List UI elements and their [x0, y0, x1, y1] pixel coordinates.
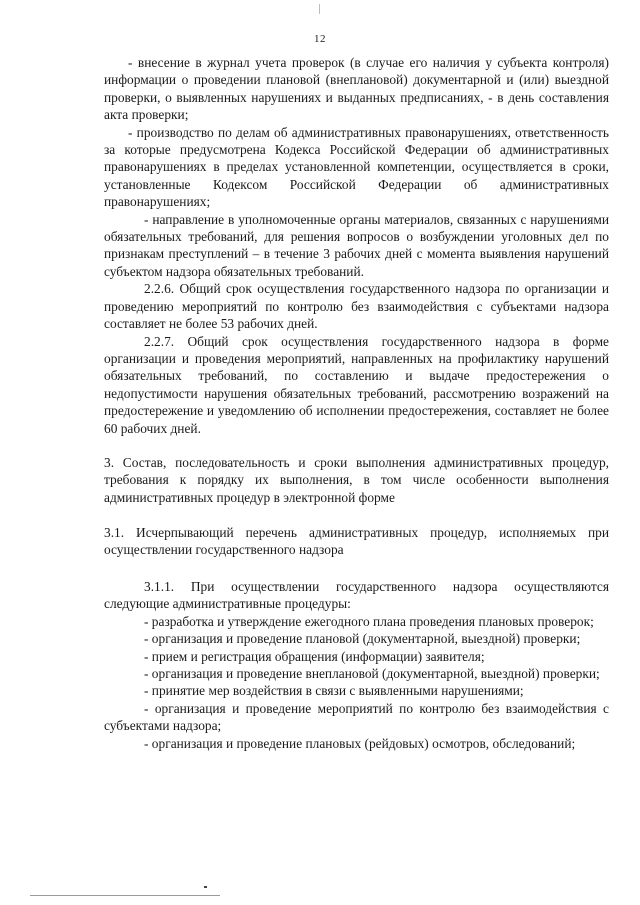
paragraph: 2.2.7. Общий срок осуществления государственного надзора в форме организации и проведения мероприятий, направленных на профилактику нарушений обязательных требований, по составлению и выдаче предостережения о недопустимости нарушения обязательных требований, рассмотрению возражений на предостережение и уведомлению об исполнении предостережения, составляет не более 60 рабочих дней.	[104, 333, 609, 436]
text-block-bottom	[104, 578, 609, 752]
section-heading: 3. Состав, последовательность и сроки выполнения административных процедур, требования к порядку их выполнения, в том числе особенности выполнения административных процедур в электронной форме	[104, 455, 609, 505]
list-item: - принятие мер воздействия в связи с выявленными нарушениями;	[144, 683, 524, 699]
list-item: - организация и проведение мероприятий по контролю без взаимодействия с субъектами надзора;	[104, 700, 609, 734]
paragraph: 2.2.6. Общий срок осуществления государственного надзора по организации и проведению мероприятий по контролю без взаимодействия с субъектами надзора составляет не более 53 рабочих дней.	[104, 281, 609, 332]
scan-mark	[204, 886, 207, 888]
text-block-top	[104, 54, 609, 437]
paragraph: - внесение в журнал учета проверок (в случае его наличия у субъекта контроля) информации о проведении плановой (внеплановой) документарной и (или) выездной проверки, о выявленных нарушениях и выданных предписаниях, - в день составления акта проверки;	[104, 55, 609, 123]
paragraph: - направление в уполномоченные органы материалов, связанных с нарушениями обязательных требований, для решения вопросов о возбуждении уголовных дел по признакам преступлений – в течение 3 рабочих дней с момента выявления нарушений субъектом надзора обязательных требований.	[104, 211, 609, 279]
list-item: - разработка и утверждение ежегодного плана проведения плановых проверок;	[144, 613, 594, 629]
paragraph: - производство по делам об административных правонарушениях, ответственность за которые предусмотрена Кодекса Российской Федерации об административных правонарушениях в пределах установленной компетенции, осуществляется в сроки, установленные Кодексом Российской Федерации об административных правонарушениях;	[104, 124, 609, 210]
section-heading-block	[104, 454, 609, 506]
scan-mark	[319, 4, 320, 14]
page-number: 12	[314, 33, 326, 45]
paragraph: 3.1.1. При осуществлении государственного надзора осуществляются следующие административные процедуры:	[104, 579, 609, 612]
list-item: - организация и проведение плановых (рейдовых) осмотров, обследований;	[144, 735, 576, 751]
list-item: - организация и проведение внеплановой (документарной, выездной) проверки;	[144, 666, 600, 682]
list-item: - организация и проведение плановой (документарной, выездной) проверки;	[144, 631, 581, 647]
list-item: - прием и регистрация обращения (информации) заявителя;	[144, 648, 485, 664]
subsection-heading-block	[104, 524, 609, 559]
footer-rule	[30, 895, 220, 896]
subsection-heading: 3.1. Исчерпывающий перечень административных процедур, исполняемых при осуществлении государственного надзора	[104, 525, 609, 558]
